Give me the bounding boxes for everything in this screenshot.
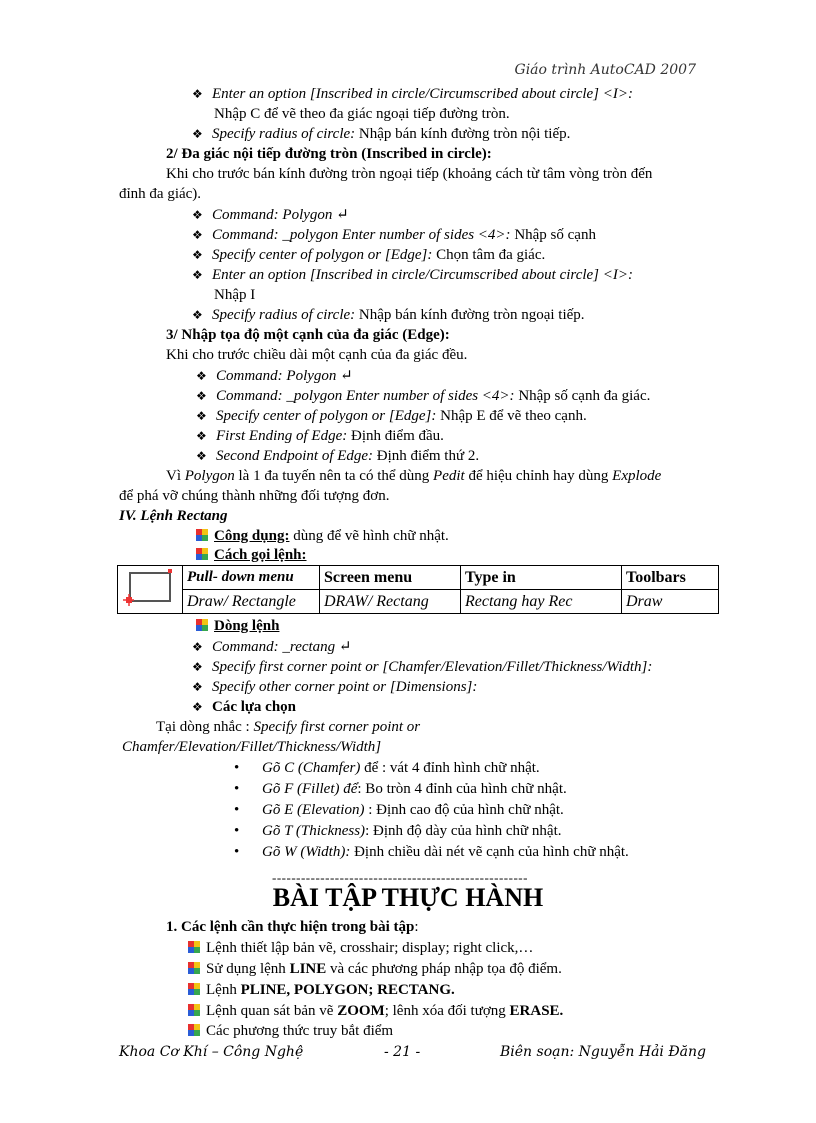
usage-line: Công dụng: dùng để vẽ hình chữ nhật. (196, 527, 449, 546)
option-item: • Gõ F (Fillet) để: Bo tròn 4 đỉnh của hình chữ nhật. (234, 781, 567, 797)
table-header: Type in (461, 566, 622, 590)
table-header: Screen menu (320, 566, 461, 590)
bullet-command: ❖ Command: _rectang ↵ (192, 639, 352, 655)
option-item: • Gõ T (Thickness): Định độ dày của hình chữ nhật. (234, 823, 562, 839)
bullet-center: ❖ Specify center of polygon or [Edge]: Chọn tâm đa giác. (192, 247, 546, 263)
separator: ----------------------------------------------------- (272, 870, 528, 885)
paragraph-note-cont: để phá vỡ chúng thành những đối tượng đơn. (119, 488, 390, 504)
practice-list-item: Lệnh thiết lập bản vẽ, crosshair; display; right click,… (188, 939, 533, 958)
flag-icon (196, 529, 208, 541)
flag-icon (188, 962, 200, 974)
practice-title: BÀI TẬP THỰC HÀNH (272, 883, 544, 912)
diamond-icon: ❖ (196, 449, 207, 463)
diamond-icon: ❖ (192, 308, 203, 322)
diamond-icon: ❖ (196, 389, 207, 403)
bullet-command: ❖ Command: Polygon ↵ (192, 207, 349, 223)
diamond-icon: ❖ (196, 429, 207, 443)
bullet-option: ❖ Enter an option [Inscribed in circle/Circumscribed about circle] <I>: (192, 86, 634, 102)
option-item: • Gõ W (Width): Định chiều dài nét vẽ cạnh của hình chữ nhật. (234, 844, 629, 860)
footer-left: Khoa Cơ Khí – Công Nghệ (119, 1044, 304, 1060)
table-header: Pull- down menu (183, 566, 320, 590)
section-heading: 2/ Đa giác nội tiếp đường tròn (Inscribed in circle): (166, 146, 492, 162)
flag-icon (196, 619, 208, 631)
bullet-option-cont: Nhập C để vẽ theo đa giác ngoại tiếp đường tròn. (214, 106, 510, 122)
prompt-line: Tại dòng nhắc : Specify first corner point or (156, 719, 421, 735)
paragraph: Khi cho trước chiều dài một cạnh của đa giác đều. (166, 347, 468, 363)
diamond-icon: ❖ (192, 680, 203, 694)
footer-right: Biên soạn: Nguyễn Hải Đăng (500, 1044, 706, 1060)
practice-list-item: Lệnh quan sát bản vẽ ZOOM; lênh xóa đối tượng ERASE. (188, 1002, 563, 1021)
flag-icon (188, 983, 200, 995)
diamond-icon: ❖ (192, 127, 203, 141)
practice-list-item: Các phương thức truy bắt điểm (188, 1022, 393, 1041)
practice-list-item: Sử dụng lệnh LINE và các phương pháp nhập tọa độ điểm. (188, 960, 562, 979)
flag-icon (188, 1024, 200, 1036)
paragraph-note: Vì Polygon là 1 đa tuyến nên ta có thể dùng Pedit để hiệu chỉnh hay dùng Explode (166, 468, 662, 484)
call-line: Cách gọi lệnh: (196, 546, 307, 565)
diamond-icon: ❖ (192, 228, 203, 242)
bullet-center: ❖ Specify center of polygon or [Edge]: Nhập E để vẽ theo cạnh. (196, 408, 587, 424)
footer-page-number: - 21 - (384, 1044, 421, 1060)
bullet-sides: ❖ Command: _polygon Enter number of sides <4>: Nhập số cạnh (192, 227, 596, 243)
diamond-icon: ❖ (192, 660, 203, 674)
diamond-icon: ❖ (192, 268, 203, 282)
bullet-sides: ❖ Command: _polygon Enter number of sides <4>: Nhập số cạnh đa giác. (196, 388, 651, 404)
options-heading: ❖ Các lựa chọn (192, 699, 297, 715)
table-cell: Rectang hay Rec (461, 590, 622, 614)
section-heading-rectang: IV. Lệnh Rectang (119, 508, 228, 524)
bullet-other-corner: ❖ Specify other corner point or [Dimensions]: (192, 679, 478, 695)
option-item: • Gõ C (Chamfer) để : vát 4 đỉnh hình chữ nhật. (234, 760, 540, 776)
diamond-icon: ❖ (192, 248, 203, 262)
table-cell: DRAW/ Rectang (320, 590, 461, 614)
diamond-icon: ❖ (196, 369, 207, 383)
paragraph: Khi cho trước bán kính đường tròn ngoại tiếp (khoảng cách từ tâm vòng tròn đến (166, 166, 653, 182)
bullet-first-corner: ❖ Specify first corner point or [Chamfer/Elevation/Fillet/Thickness/Width]: (192, 659, 653, 675)
bullet-first-edge: ❖ First Ending of Edge: Định điểm đầu. (196, 428, 444, 444)
flag-icon (188, 941, 200, 953)
flag-icon (196, 548, 208, 560)
practice-list-item: Lệnh PLINE, POLYGON; RECTANG. (188, 981, 455, 1000)
rectangle-tool-icon (118, 566, 183, 614)
bullet-radius: ❖ Specify radius of circle: Nhập bán kính đường tròn nội tiếp. (192, 126, 571, 142)
practice-item: 1. Các lệnh cần thực hiện trong bài tập: (166, 919, 419, 935)
cmdline-heading: Dòng lệnh (196, 617, 279, 636)
bullet-radius: ❖ Specify radius of circle: Nhập bán kính đường tròn ngoại tiếp. (192, 307, 585, 323)
diamond-icon: ❖ (192, 87, 203, 101)
bullet-command: ❖ Command: Polygon ↵ (196, 368, 353, 384)
command-table (117, 565, 719, 614)
prompt-line-cont: Chamfer/Elevation/Fillet/Thickness/Width] (122, 739, 382, 755)
table-cell: Draw (622, 590, 719, 614)
running-header: Giáo trình AutoCAD 2007 (514, 62, 696, 78)
bullet-second-edge: ❖ Second Endpoint of Edge: Định điểm thứ 2. (196, 448, 480, 464)
section-heading: 3/ Nhập tọa độ một cạnh của đa giác (Edge): (166, 327, 450, 343)
option-item: • Gõ E (Elevation) : Định cao độ của hình chữ nhật. (234, 802, 564, 818)
diamond-icon: ❖ (192, 208, 203, 222)
bullet-option: ❖ Enter an option [Inscribed in circle/Circumscribed about circle] <I>: (192, 267, 634, 283)
bullet-option-cont: Nhập I (214, 287, 256, 303)
paragraph: đỉnh đa giác). (119, 186, 202, 202)
table-cell: Draw/ Rectangle (183, 590, 320, 614)
diamond-icon: ❖ (192, 640, 203, 654)
diamond-icon: ❖ (196, 409, 207, 423)
diamond-icon: ❖ (192, 700, 203, 714)
table-header: Toolbars (622, 566, 719, 590)
flag-icon (188, 1004, 200, 1016)
